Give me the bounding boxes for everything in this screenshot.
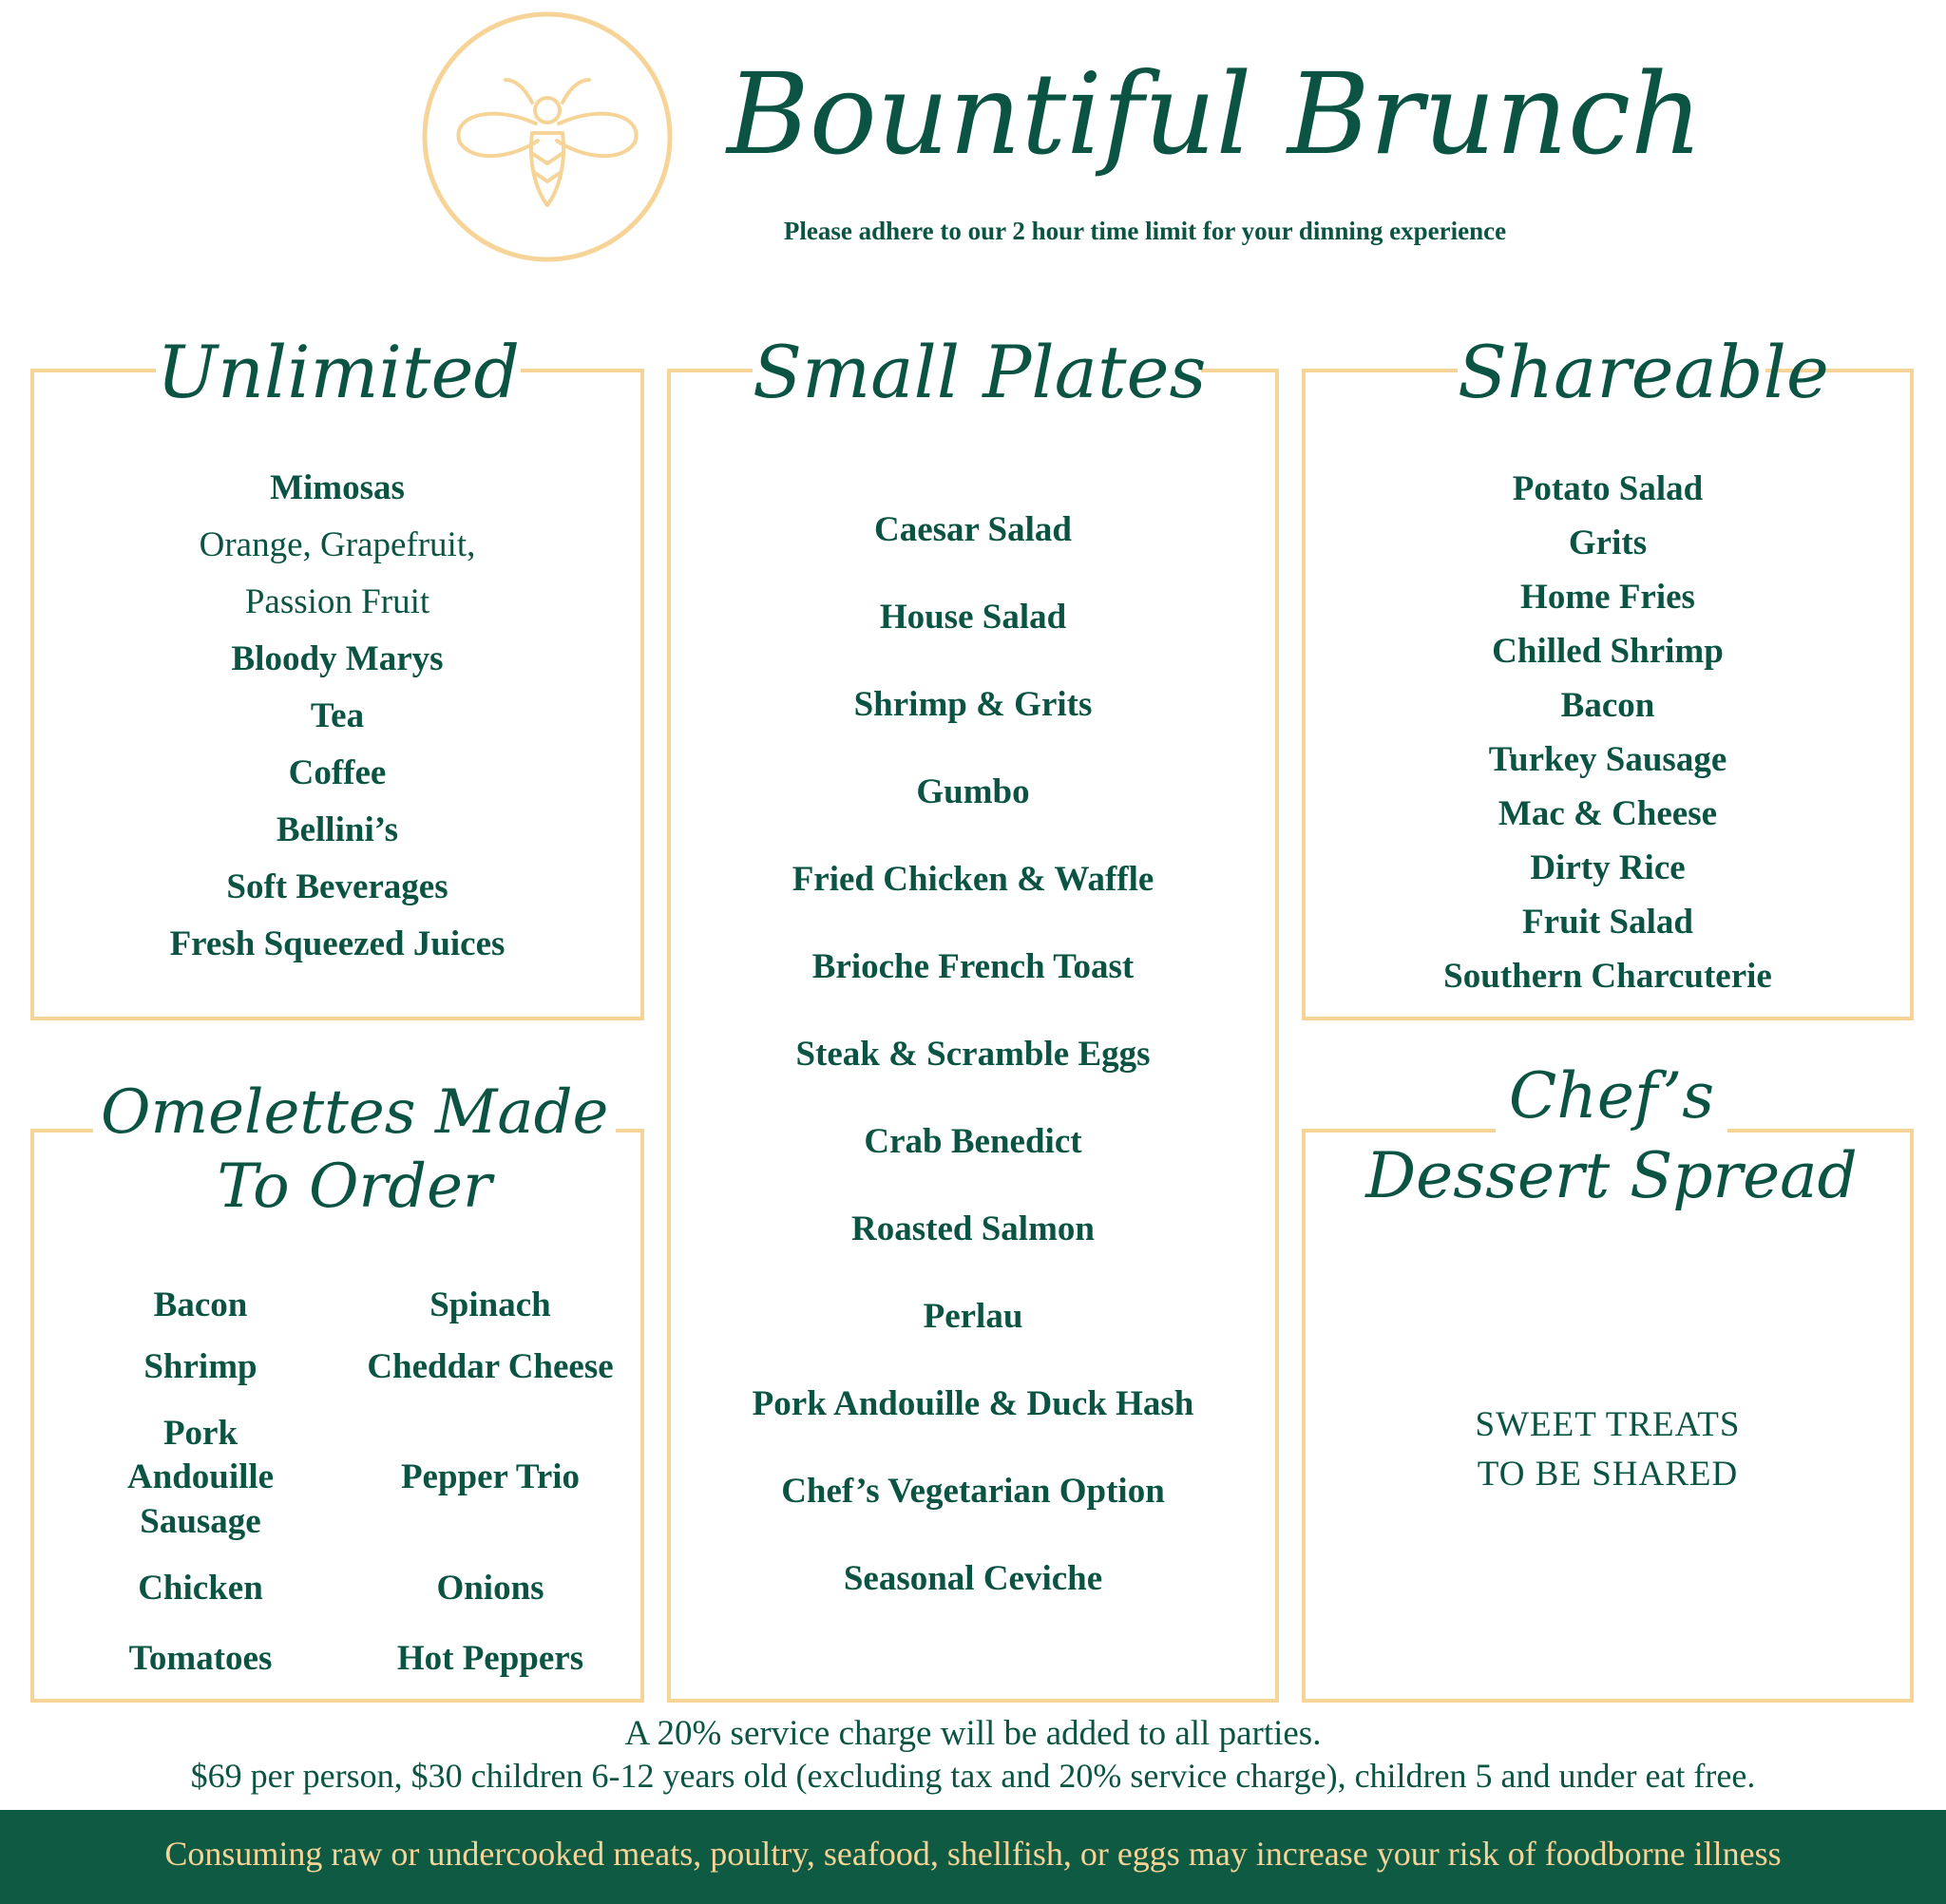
dessert-note [1306,1400,1910,1499]
list-item: Coffee [288,753,387,792]
time-limit-note: Please adhere to our 2 hour time limit for your dinning experience [783,217,1507,245]
dessert-line: SWEET TREATS [1475,1405,1741,1444]
shareable-heading: Shareable [1458,327,1765,418]
dessert-line: TO BE SHARED [1477,1455,1739,1494]
list-item: Chef’s Vegetarian Option [781,1472,1165,1511]
list-item: Bacon [153,1285,248,1324]
list-item: Tomatoes [128,1639,273,1678]
unlimited-list [34,460,640,973]
dessert-section [1302,1059,1914,1703]
list-item: Mac & Cheese [1498,794,1718,833]
omelettes-heading-line2: To Order [217,1152,492,1222]
service-charge-note: A 20% service charge will be added to all parties. [624,1714,1322,1753]
dessert-heading [1359,1057,1864,1216]
unlimited-heading: Unlimited [156,327,521,418]
list-item: Perlau [923,1297,1023,1336]
list-item: Dirty Rice [1530,848,1686,887]
list-item: Spinach [429,1285,551,1324]
list-item: Fried Chicken & Waffle [792,860,1154,899]
list-item: Andouille [126,1457,275,1496]
page-title: Bountiful Brunch [727,48,1704,180]
list-item: Grits [1568,524,1648,562]
list-item: Steak & Scramble Eggs [795,1035,1151,1074]
omelettes-heading-line1: Omelettes Made [93,1076,616,1150]
list-item: Hot Peppers [396,1639,584,1678]
list-item: Gumbo [916,772,1030,811]
list-item: Seasonal Ceviche [843,1559,1103,1598]
shareable-section [1302,330,1914,1020]
list-item: Caesar Salad [874,510,1072,549]
pricing-note: $69 per person, $30 children 6-12 years old (excluding tax and 20% service charge), children 5 and under eat free. [190,1757,1756,1795]
list-item: House Salad [879,598,1067,637]
list-item: Fruit Salad [1522,903,1693,942]
list-item: Cheddar Cheese [367,1347,614,1386]
list-item: Chicken [138,1569,263,1608]
list-item: Bellini’s [276,810,399,849]
list-item: Tea [310,696,365,735]
list-item: Shrimp [143,1347,258,1386]
small-plates-heading: Small Plates [753,327,1201,418]
unlimited-section [30,330,644,1020]
list-item: Home Fries [1520,578,1695,617]
list-item: Chilled Shrimp [1492,632,1724,671]
list-item: Sausage [140,1502,261,1541]
list-item: Mimosas [270,468,405,507]
list-item: Turkey Sausage [1488,740,1727,779]
list-item: Bacon [1560,686,1655,725]
food-safety-banner [0,1810,1946,1904]
food-safety-warning: Consuming raw or undercooked meats, poultry, seafood, shellfish, or eggs may increase your risk of foodborne illness [164,1835,1782,1873]
omelettes-section [30,1077,644,1703]
small-plates-list [671,486,1275,1623]
list-item: Passion Fruit [244,582,430,621]
list-item: Brioche French Toast [811,947,1135,986]
list-item: Southern Charcuterie [1443,957,1772,996]
list-item: Pork [162,1414,238,1453]
list-item: Shrimp & Grits [853,685,1093,724]
small-plates-section [667,330,1279,1703]
bee-logo-icon [422,11,673,262]
shareable-list [1306,462,1910,1003]
list-item: Pepper Trio [400,1457,581,1496]
list-item: Roasted Salmon [851,1209,1095,1248]
list-item: Soft Beverages [226,867,448,906]
omelettes-left-column [63,1133,338,1703]
dessert-heading-line2: Dessert Spread [1365,1139,1858,1212]
list-item: Bloody Marys [231,639,444,678]
dessert-heading-line1: Chef’s [1496,1057,1727,1136]
list-item: Crab Benedict [864,1122,1082,1161]
list-item: Fresh Squeezed Juices [169,924,506,963]
list-item: Onions [436,1569,544,1608]
list-item: Pork Andouille & Duck Hash [752,1384,1194,1423]
list-item: Potato Salad [1512,469,1704,508]
omelettes-right-column [348,1133,633,1703]
list-item: Orange, Grapefruit, [199,525,476,564]
